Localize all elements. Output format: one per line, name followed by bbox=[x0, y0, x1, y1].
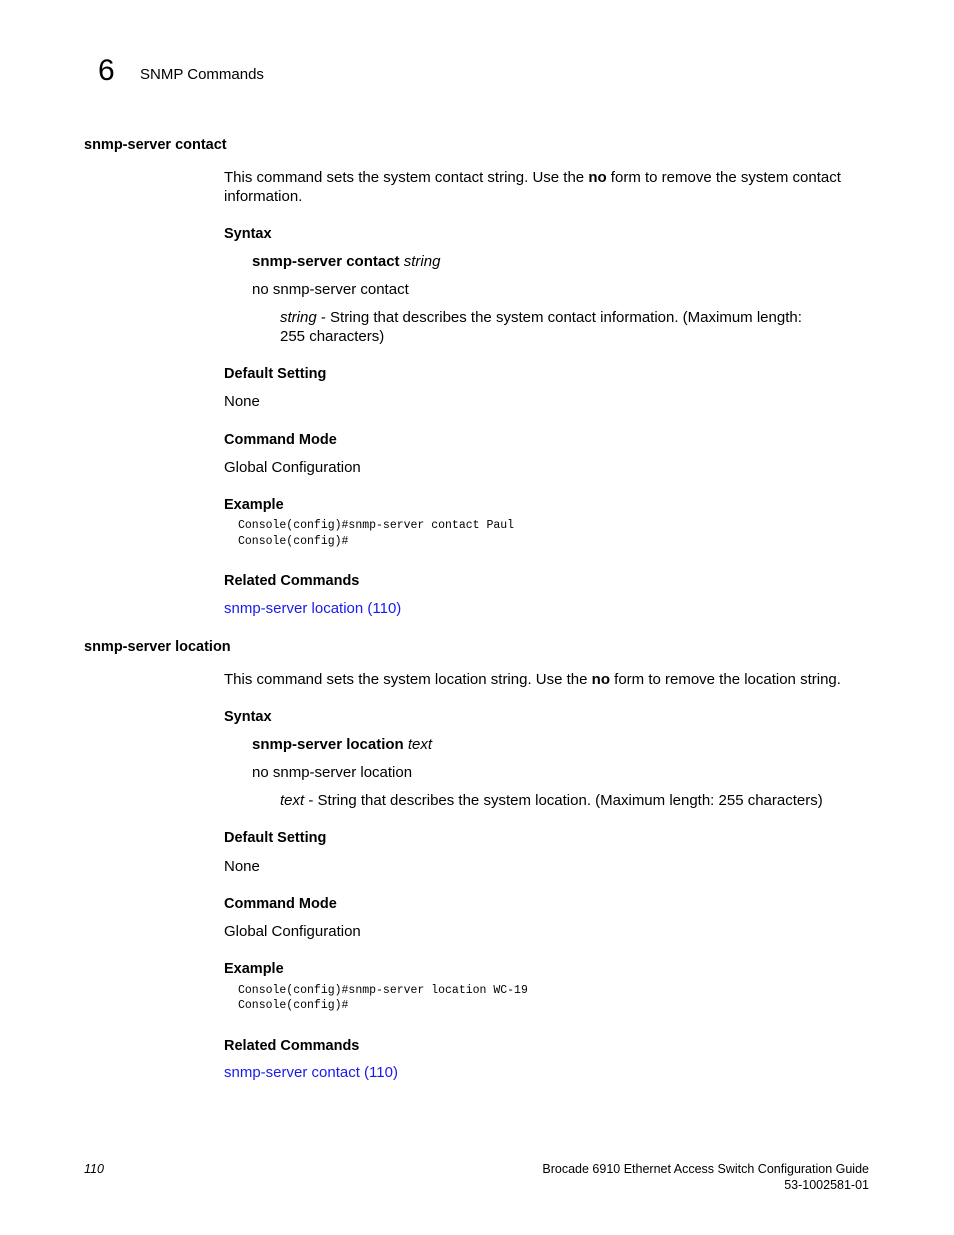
location-syntax-command bbox=[252, 735, 432, 754]
location-mode-value: Global Configuration bbox=[224, 923, 361, 940]
footer-document-title: Brocade 6910 Ethernet Access Switch Configuration Guide bbox=[542, 1162, 869, 1176]
syntax-parameter: string bbox=[403, 253, 441, 270]
related-link-snmp-server-contact[interactable]: snmp-server contact (110) bbox=[224, 1064, 398, 1081]
desc-no-keyword: no bbox=[591, 671, 610, 688]
contact-default-value: None bbox=[224, 393, 260, 410]
section-title-contact: snmp-server contact bbox=[84, 137, 227, 153]
contact-example-line-2: Console(config)# bbox=[238, 535, 349, 548]
chapter-title: SNMP Commands bbox=[140, 66, 264, 83]
desc-text: form to remove the system contact information. bbox=[224, 169, 841, 205]
contact-syntax-no-form: no snmp-server contact bbox=[252, 281, 409, 298]
location-parameter-description bbox=[280, 791, 823, 810]
location-default-value: None bbox=[224, 858, 260, 875]
contact-related-heading: Related Commands bbox=[224, 573, 360, 589]
parameter-name: string bbox=[280, 309, 317, 326]
syntax-command-name: snmp-server contact bbox=[252, 253, 400, 270]
contact-description bbox=[224, 168, 844, 206]
location-mode-heading: Command Mode bbox=[224, 896, 337, 912]
parameter-name: text bbox=[280, 792, 305, 809]
location-description bbox=[224, 670, 841, 689]
contact-parameter-description bbox=[280, 308, 810, 346]
parameter-text: - String that describes the system location. (Maximum length: 255 characters) bbox=[304, 792, 823, 809]
location-example-heading: Example bbox=[224, 961, 284, 977]
location-example-line-2: Console(config)# bbox=[238, 999, 349, 1012]
syntax-parameter: text bbox=[407, 736, 433, 753]
contact-syntax-heading: Syntax bbox=[224, 226, 272, 242]
location-related-heading: Related Commands bbox=[224, 1038, 360, 1054]
desc-text: This command sets the system contact string. Use the bbox=[224, 169, 589, 186]
contact-syntax-command bbox=[252, 252, 440, 271]
syntax-command-name: snmp-server location bbox=[252, 736, 404, 753]
footer-document-number: 53-1002581-01 bbox=[784, 1178, 869, 1192]
desc-text: form to remove the location string. bbox=[609, 671, 841, 688]
location-example-line-1: Console(config)#snmp-server location WC-19 bbox=[238, 984, 528, 997]
chapter-number: 6 bbox=[98, 54, 115, 87]
parameter-text: - String that describes the system contact information. (Maximum length: 255 characters) bbox=[280, 309, 802, 345]
contact-mode-value: Global Configuration bbox=[224, 459, 361, 476]
contact-mode-heading: Command Mode bbox=[224, 432, 337, 448]
location-default-heading: Default Setting bbox=[224, 830, 327, 846]
location-syntax-no-form: no snmp-server location bbox=[252, 764, 413, 781]
section-title-location: snmp-server location bbox=[84, 639, 231, 655]
contact-example-heading: Example bbox=[224, 497, 284, 513]
desc-no-keyword: no bbox=[588, 169, 607, 186]
contact-example-line-1: Console(config)#snmp-server contact Paul bbox=[238, 519, 515, 532]
related-link-snmp-server-location[interactable]: snmp-server location (110) bbox=[224, 600, 402, 617]
location-syntax-heading: Syntax bbox=[224, 709, 272, 725]
contact-default-heading: Default Setting bbox=[224, 366, 327, 382]
footer-page-number: 110 bbox=[84, 1162, 104, 1176]
desc-text: This command sets the system location string. Use the bbox=[224, 671, 592, 688]
